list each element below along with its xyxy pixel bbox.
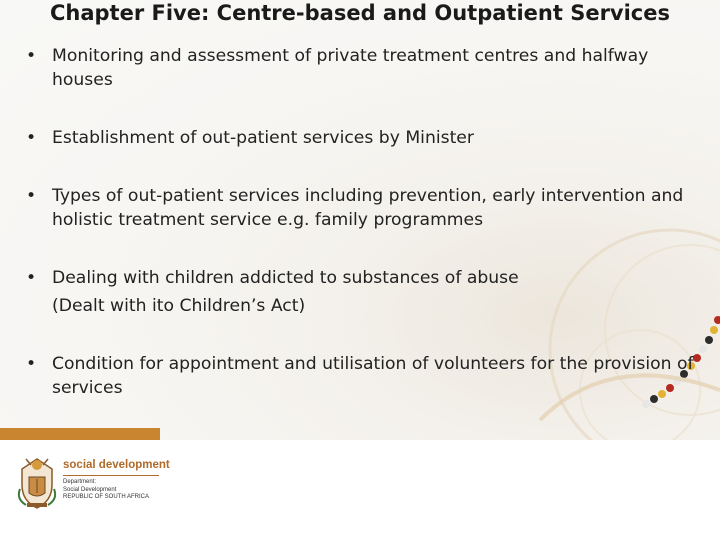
dept-line: REPUBLIC OF SOUTH AFRICA [63, 494, 150, 500]
bullet-item [26, 44, 706, 92]
bullet-text-line1: Dealing with children addicted to substances of abuse [52, 268, 519, 288]
coat-of-arms-icon [14, 455, 60, 511]
slide-title: Chapter Five: Centre-based and Outpatient Services [49, 1, 671, 25]
accent-bar [0, 428, 160, 440]
dept-line: Social Development [63, 486, 117, 493]
brand-divider [63, 475, 159, 476]
bullet-icon: • [26, 128, 37, 148]
dept-line: Department: [63, 479, 97, 485]
department-text [63, 479, 149, 502]
bullet-list [26, 44, 706, 400]
brand-name: social development [63, 459, 170, 471]
bullet-text: Establishment of out-patient services by Minister [52, 128, 474, 148]
bullet-item [26, 184, 706, 232]
bullet-text: Types of out-patient services including prevention, early intervention and holistic treatment service e.g. family programmes [52, 186, 684, 230]
bullet-icon: • [26, 354, 37, 374]
bullet-item [26, 352, 706, 400]
bullet-item [26, 126, 706, 150]
bullet-icon: • [26, 46, 37, 66]
bullet-text: Condition for appointment and utilisation of volunteers for the provision of services [52, 354, 694, 398]
bullet-item [26, 266, 706, 318]
bullet-text: Monitoring and assessment of private treatment centres and halfway houses [52, 46, 649, 90]
bullet-icon: • [26, 186, 37, 206]
bullet-text-line2: (Dealt with ito Children’s Act) [52, 296, 306, 316]
bullet-icon: • [26, 268, 37, 288]
